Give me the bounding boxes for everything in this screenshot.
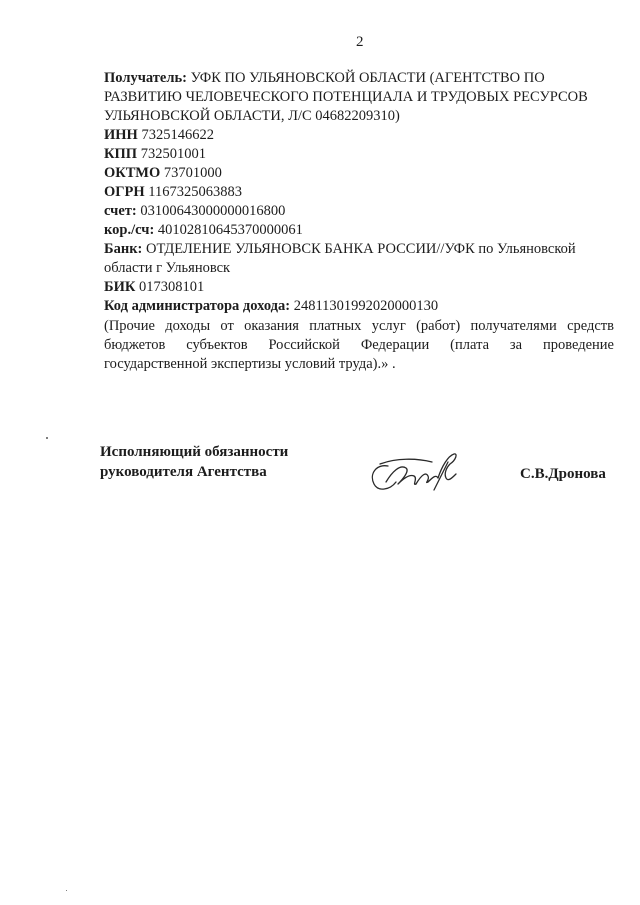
- account-value: 03100643000000016800: [140, 203, 286, 219]
- kpp-line: [104, 145, 206, 163]
- scan-speck: [66, 890, 67, 891]
- handwritten-signature: [366, 444, 466, 500]
- bank-value-1: ОТДЕЛЕНИЕ УЛЬЯНОВСК БАНКА РОССИИ//УФК по Ульяновской: [146, 241, 576, 257]
- inn-value: 7325146622: [141, 127, 214, 143]
- account-line: [104, 202, 285, 220]
- recipient-value-2: РАЗВИТИЮ ЧЕЛОВЕЧЕСКОГО ПОТЕНЦИАЛА И ТРУДОВЫХ РЕСУРСОВ: [104, 89, 588, 105]
- scan-speck: [46, 437, 48, 439]
- admin-code-value: 24811301992020000130: [293, 298, 439, 314]
- recipient-value-3: УЛЬЯНОВСКОЙ ОБЛАСТИ, Л/С 04682209310): [104, 108, 400, 124]
- oktmo-label: ОКТМО: [104, 165, 161, 181]
- purpose-line-3: государственной экспертизы условий труда).» .: [104, 356, 396, 372]
- ogrn-line: [104, 183, 242, 201]
- inn-line: [104, 126, 214, 144]
- signatory-title-line-2: руководителя Агентства: [100, 464, 267, 480]
- bank-line-1: [104, 240, 576, 258]
- corr-account-value: 40102810645370000061: [157, 222, 303, 238]
- corr-account-line: [104, 221, 303, 239]
- bank-label: Банк:: [104, 241, 143, 257]
- ogrn-label: ОГРН: [104, 184, 145, 200]
- ogrn-value: 1167325063883: [148, 184, 242, 200]
- bik-line: [104, 278, 204, 296]
- admin-code-label: Код администратора дохода:: [104, 298, 291, 314]
- signatory-title-line-1: Исполняющий обязанности: [100, 444, 289, 460]
- kpp-label: КПП: [104, 146, 138, 162]
- page-number: 2: [356, 34, 364, 50]
- signatory-name: С.В.Дронова: [520, 466, 606, 482]
- bik-value: 017308101: [139, 279, 205, 295]
- bank-value-2: области г Ульяновск: [104, 260, 231, 276]
- oktmo-line: [104, 164, 222, 182]
- admin-code-line: [104, 297, 438, 315]
- purpose-line-1: (Прочие доходы от оказания платных услуг (работ) получателями средств: [104, 318, 614, 334]
- recipient-value-1: УФК ПО УЛЬЯНОВСКОЙ ОБЛАСТИ (АГЕНТСТВО ПО: [190, 70, 545, 86]
- inn-label: ИНН: [104, 127, 138, 143]
- recipient-label: Получатель:: [104, 70, 187, 86]
- recipient-line-1: [104, 69, 545, 87]
- kpp-value: 732501001: [140, 146, 206, 162]
- corr-account-label: кор./сч:: [104, 222, 155, 238]
- bik-label: БИК: [104, 279, 136, 295]
- purpose-line-2: бюджетов субъектов Российской Федерации (плата за проведение: [104, 337, 614, 353]
- oktmo-value: 73701000: [163, 165, 222, 181]
- account-label: счет:: [104, 203, 137, 219]
